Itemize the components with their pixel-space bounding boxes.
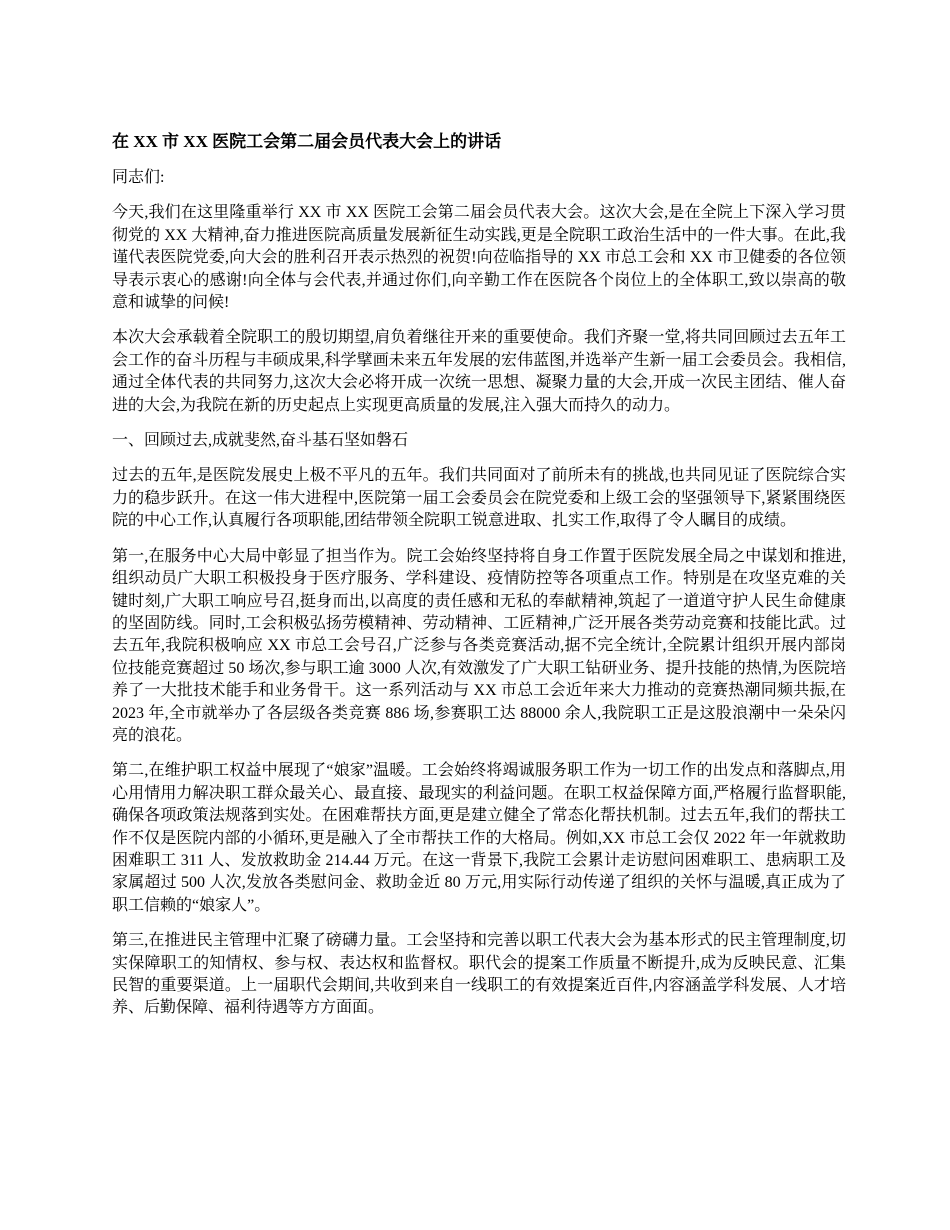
paragraph-third-point: 第三,在推进民主管理中汇聚了磅礴力量。工会坚持和完善以职工代表大会为基本形式的民主管理制度,切实保障职工的知情权、参与权、表达权和监督权。职代会的提案工作质量不断提升,成为反映民意、汇集民智的重要渠道。上一届职代会期间,共收到来自一线职工的有效提案近百件,内容涵盖学科发展、人才培养、后勤保障、福利待遇等方方面面。	[112, 932, 846, 1017]
paragraph-first-point: 第一,在服务中心大局中彰显了担当作为。院工会始终坚持将自身工作置于医院发展全局之中谋划和推进,组织动员广大职工积极投身于医疗服务、学科建设、疫情防控等各项重点工作。特别是在攻坚克难的关键时刻,广大职工响应号召,挺身而出,以高度的责任感和无私的奉献精神,筑起了一道道守护人民生命健康的坚固防线。同时,工会积极弘扬劳模精神、劳动精神、工匠精神,广泛开展各类劳动竞赛和技能比武。过去五年,我院积极响应 XX 市总工会号召,广泛参与各类竞赛活动,据不完全统计,全院累计组织开展内部岗位技能竞赛超过 50 场次,参与职工逾 3000 人次,有效激发了广大职工钻研业务、提升技能的热情,为医院培养了一大批技术能手和业务骨干。这一系列活动与 XX 市总工会近年来大力推动的竞赛热潮同频共振,在 2023 年,全市就举办了各层级各类竞赛 886 场,参赛职工达 88000 余人,我院职工正是这股浪潮中一朵朵闪亮的浪花。	[112, 547, 846, 744]
document-title: 在 XX 市 XX 医院工会第二届会员代表大会上的讲话	[112, 132, 502, 151]
paragraph-mission: 本次大会承载着全院职工的殷切期望,肩负着继往开来的重要使命。我们齐聚一堂,将共同回顾过去五年工会工作的奋斗历程与丰硕成果,科学擘画未来五年发展的宏伟蓝图,并选举产生新一届工会委员会。我相信,通过全体代表的共同努力,这次大会必将开成一次统一思想、凝聚力量的大会,开成一次民主团结、催人奋进的大会,为我院在新的历史起点上实现更高质量的发展,注入强大而持久的动力。	[112, 329, 846, 414]
section-heading-1: 一、回顾过去,成就斐然,奋斗基石坚如磐石	[112, 432, 409, 450]
paragraph-second-point: 第二,在维护职工权益中展现了“娘家”温暖。工会始终将竭诚服务职工作为一切工作的出发点和落脚点,用心用情用力解决职工群众最关心、最直接、最现实的利益问题。在职工权益保障方面,严格履行监督职能,确保各项政策法规落到实处。在困难帮扶方面,更是建立健全了常态化帮扶机制。过去五年,我们的帮扶工作不仅是医院内部的小循环,更是融入了全市帮扶工作的大格局。例如,XX 市总工会仅 2022 年一年就救助困难职工 311 人、发放救助金 214.44 万元。在这一背景下,我院工会累计走访慰问困难职工、患病职工及家属超过 500 人次,发放各类慰问金、救助金近 80 万元,用实际行动传递了组织的关怀与温暖,真正成为了职工信赖的“娘家人”。	[112, 762, 846, 914]
document-page	[112, 130, 846, 1033]
salutation: 同志们:	[112, 169, 165, 186]
paragraph-review: 过去的五年,是医院发展史上极不平凡的五年。我们共同面对了前所未有的挑战,也共同见证了医院综合实力的稳步跃升。在这一伟大进程中,医院第一届工会委员会在院党委和上级工会的坚强领导下,紧紧围绕医院的中心工作,认真履行各项职能,团结带领全院职工锐意进取、扎实工作,取得了令人瞩目的成绩。	[112, 467, 846, 530]
paragraph-opening: 今天,我们在这里隆重举行 XX 市 XX 医院工会第二届会员代表大会。这次大会,是在全院上下深入学习贯彻党的 XX 大精神,奋力推进医院高质量发展新征生动实践,更是全院职工政治生活中的一件大事。在此,我谨代表医院党委,向大会的胜利召开表示热烈的祝贺!向莅临指导的 XX 市总工会和 XX 市卫健委的各位领导表示衷心的感谢!向全体与会代表,并通过你们,向辛勤工作在医院各个岗位上的全体职工,致以崇高的敬意和诚挚的问候!	[112, 204, 846, 312]
